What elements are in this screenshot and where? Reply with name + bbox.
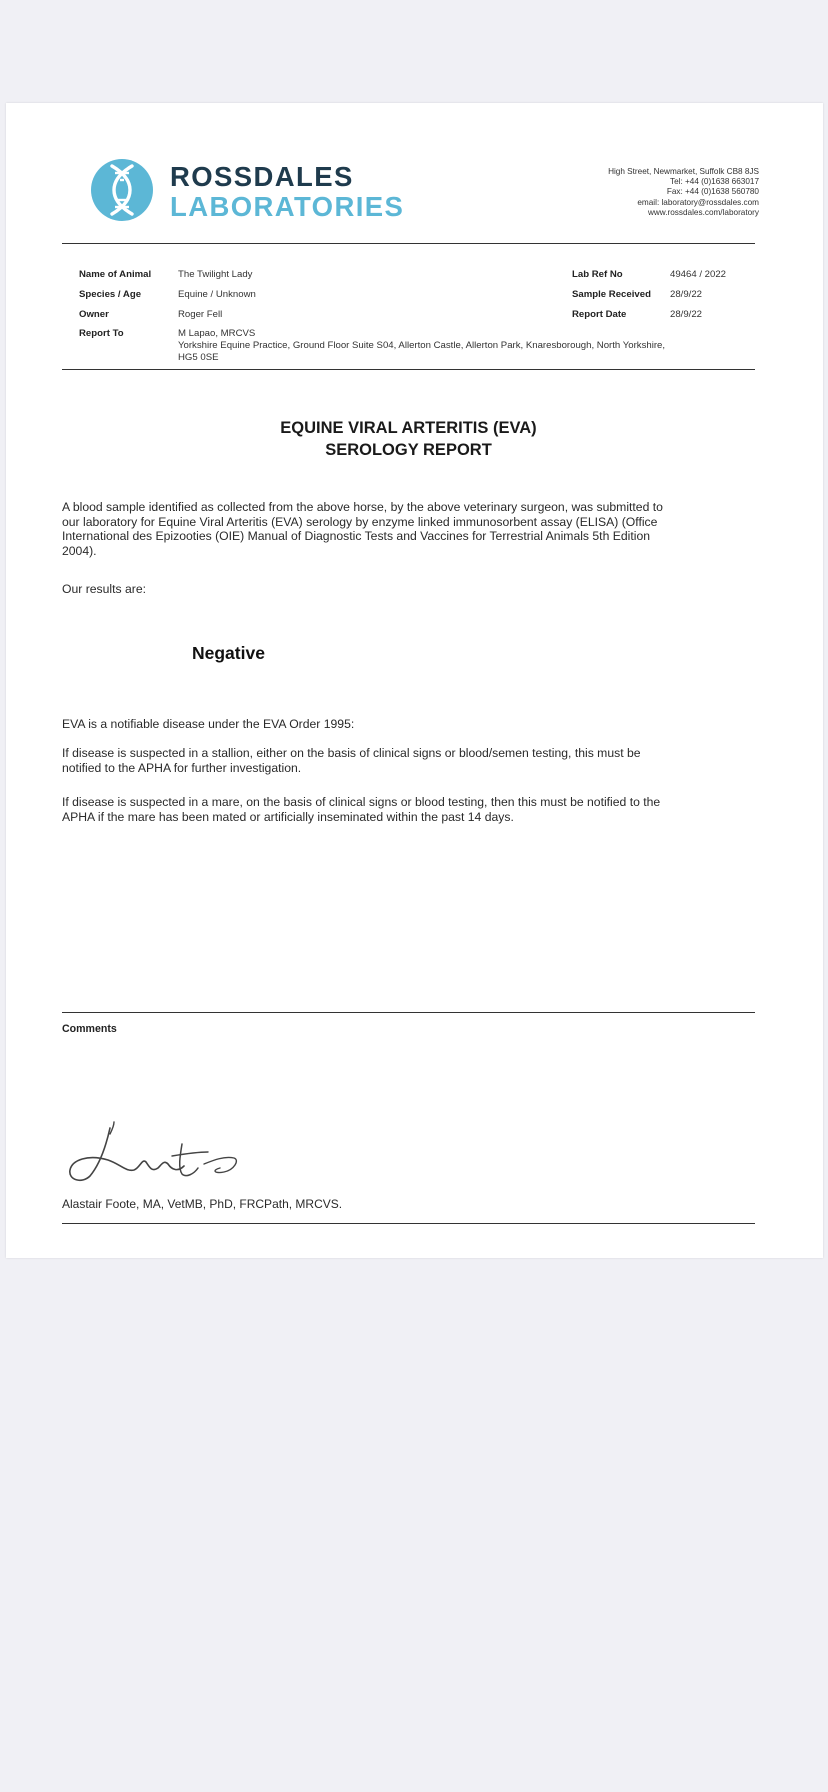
report-page (6, 103, 823, 1258)
stallion-paragraph (62, 746, 752, 775)
intro-line: International des Epizooties (OIE) Manual of Diagnostic Tests and Vaccines for Terrestrial Animals 5th Edition (62, 529, 651, 543)
brand-name-line1: ROSSDALES (170, 161, 354, 192)
notifiable-statement: EVA is a notifiable disease under the EVA Order 1995: (62, 717, 355, 731)
report-to-line3: HG5 0SE (178, 352, 219, 363)
test-result: Negative (192, 643, 265, 663)
lab-ref-label: Lab Ref No (572, 269, 623, 280)
footer-divider (62, 1223, 755, 1224)
contact-block (608, 167, 759, 218)
details-divider (62, 369, 755, 370)
sample-received-label: Sample Received (572, 289, 651, 300)
species-age-label: Species / Age (79, 289, 142, 300)
intro-line: A blood sample identified as collected from the above horse, by the above veterinary surgeon, was submitted to (62, 500, 663, 514)
header-divider (62, 243, 755, 244)
name-of-animal-label: Name of Animal (79, 269, 152, 280)
stallion-line: notified to the APHA for further investigation. (62, 760, 302, 775)
report-to-line2: Yorkshire Equine Practice, Ground Floor Suite S04, Allerton Castle, Allerton Park, Knaresborough, North Yorkshire, (178, 340, 666, 351)
intro-line: our laboratory for Equine Viral Arteritis (EVA) serology by enzyme linked immunosorbent assay (ELISA) (Office (62, 514, 658, 529)
signature-image (64, 1116, 246, 1186)
species-age-value: Equine / Unknown (178, 289, 256, 300)
sample-received-value: 28/9/22 (670, 289, 703, 300)
report-to-line1: M Lapao, MRCVS (178, 328, 256, 339)
intro-line: 2004). (62, 543, 97, 558)
report-date-label: Report Date (572, 309, 627, 320)
signatory-name: Alastair Foote, MA, VetMB, PhD, FRCPath, MRCVS. (62, 1197, 343, 1211)
lab-ref-value: 49464 / 2022 (670, 269, 727, 280)
intro-paragraph (62, 500, 752, 558)
mare-paragraph (62, 795, 752, 824)
results-intro: Our results are: (62, 582, 146, 596)
contact-address: High Street, Newmarket, Suffolk CB8 8JS (608, 167, 759, 176)
report-date-value: 28/9/22 (670, 309, 703, 320)
report-title-line1: EQUINE VIRAL ARTERITIS (EVA) (280, 419, 537, 437)
report-title-line2: SEROLOGY REPORT (325, 441, 492, 459)
mare-line: APHA if the mare has been mated or artificially inseminated within the past 14 days. (62, 809, 514, 824)
mare-line: If disease is suspected in a mare, on the basis of clinical signs or blood testing, then this must be notified to the (62, 795, 661, 809)
comments-divider (62, 1012, 755, 1013)
owner-label: Owner (79, 309, 109, 320)
stallion-line: If disease is suspected in a stallion, either on the basis of clinical signs or blood/semen testing, this must be (62, 746, 641, 760)
name-of-animal-value: The Twilight Lady (178, 269, 253, 280)
dna-helix-icon (90, 158, 154, 222)
report-to-label: Report To (79, 328, 124, 339)
contact-fax: Fax: +44 (0)1638 560780 (666, 187, 759, 197)
contact-tel: Tel: +44 (0)1638 663017 (670, 177, 759, 187)
brand-name-line2: LABORATORIES (170, 191, 405, 222)
contact-web: www.rossdales.com/laboratory (647, 207, 759, 217)
contact-email: email: laboratory@rossdales.com (637, 197, 759, 207)
owner-value: Roger Fell (178, 309, 223, 320)
comments-label: Comments (62, 1023, 117, 1035)
